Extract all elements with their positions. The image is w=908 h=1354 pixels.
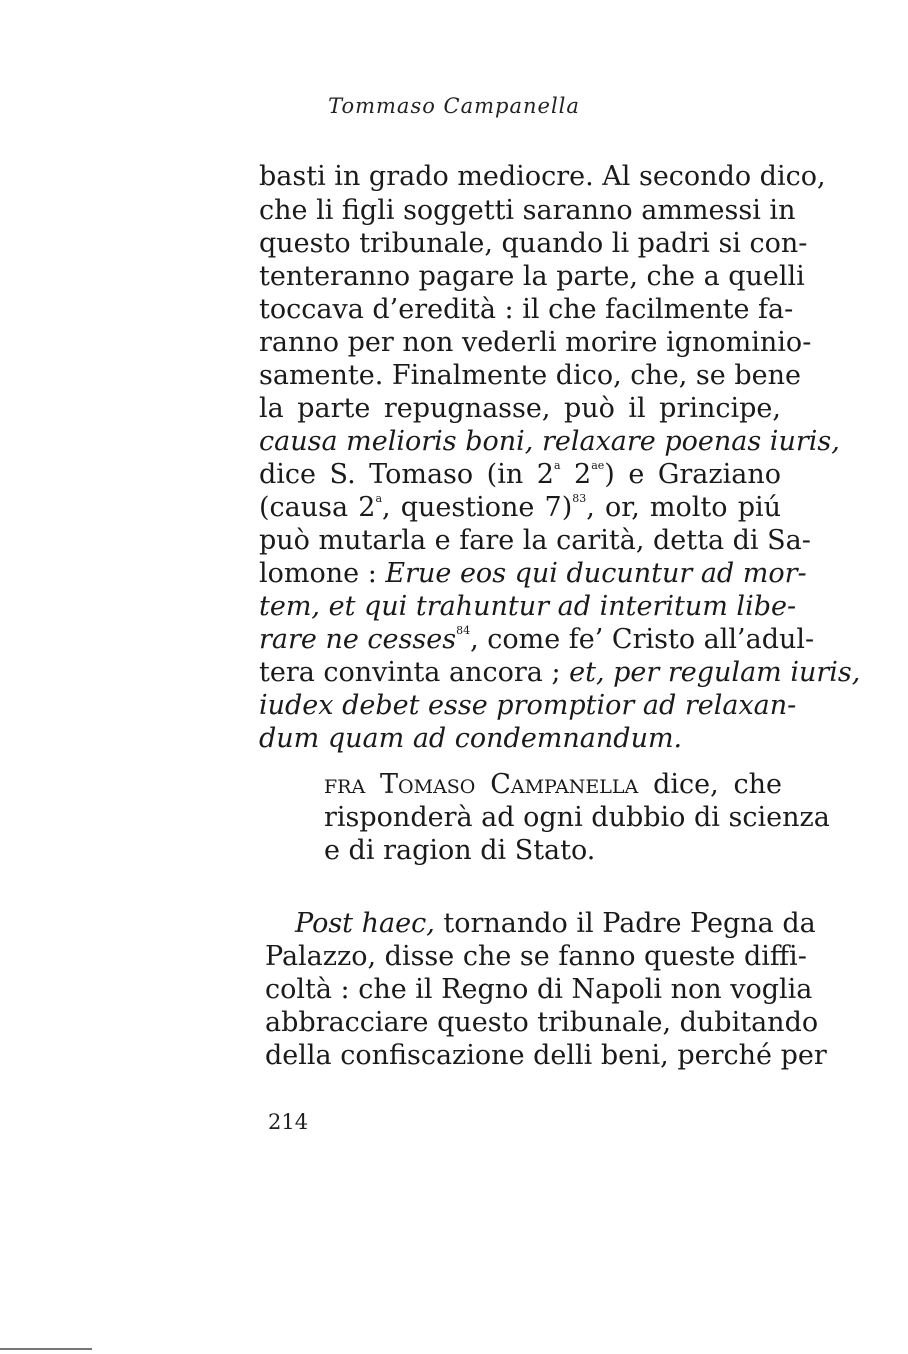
text-line: samente. Finalmente dico, che, se bene [259, 360, 801, 391]
author-name: fra Tomaso Campanella [324, 769, 639, 800]
scan-edge-mark [0, 1348, 92, 1350]
superscript: a [375, 492, 382, 505]
footnote-ref-84: 84 [456, 624, 471, 637]
text-line: lomone : Erue eos qui ducuntur ad mor- [259, 558, 807, 589]
text-line: rare ne cesses$^{84}$, come fe’ Cristo all’adul- [259, 624, 815, 655]
text-line: (causa 2$^a$, questione 7)$^{83}$, or, molto piú [259, 492, 782, 523]
latin-line: dum quam ad condemnandum. [259, 723, 683, 754]
text-line: risponderà ad ogni dubbio di scienza [324, 802, 830, 833]
latin-line: causa melioris boni, relaxare poenas iuris, [259, 426, 840, 457]
text-line: basti in grado mediocre. Al secondo dico, [259, 161, 826, 192]
text-line: può mutarla e fare la carità, detta di Sa- [259, 525, 811, 556]
footnote-ref-83: 83 [572, 492, 587, 505]
superscript: a [553, 459, 561, 472]
page-number: 214 [268, 1110, 309, 1134]
text-line: la parte repugnasse, può il principe, [259, 393, 781, 424]
text-line: Palazzo, disse che se fanno queste diffi- [265, 941, 807, 972]
text-line: fra Tomaso Campanella dice, che [324, 769, 782, 800]
running-head: Tommaso Campanella [328, 94, 580, 118]
latin-line: tem, et qui trahuntur ad interitum libe- [259, 591, 797, 622]
superscript: ae [591, 459, 605, 472]
text-line: coltà : che il Regno di Napoli non voglia [265, 974, 813, 1005]
text-line: ranno per non vederli morire ignominio- [259, 327, 812, 358]
text-line: che li figli soggetti saranno ammessi in [259, 195, 796, 226]
latin-line: iudex debet esse promptior ad relaxan- [259, 690, 797, 721]
text-line: questo tribunale, quando li padri si con- [259, 228, 808, 259]
text-line: Post haec, tornando il Padre Pegna da [295, 908, 816, 939]
text-line: tera convinta ancora ; et, per regulam iuris, [259, 657, 861, 688]
text-line: e di ragion di Stato. [324, 835, 596, 866]
text-line: della confiscazione delli beni, perché per [265, 1040, 827, 1071]
text-line: toccava d’eredità : il che facilmente fa- [259, 294, 794, 325]
text-line: abbracciare questo tribunale, dubitando [265, 1007, 819, 1038]
text-line: tenteranno pagare la parte, che a quelli [259, 261, 805, 292]
text-line: dice S. Tomaso (in 2$^a$ $2^{ae}$) e Graziano [259, 459, 782, 490]
